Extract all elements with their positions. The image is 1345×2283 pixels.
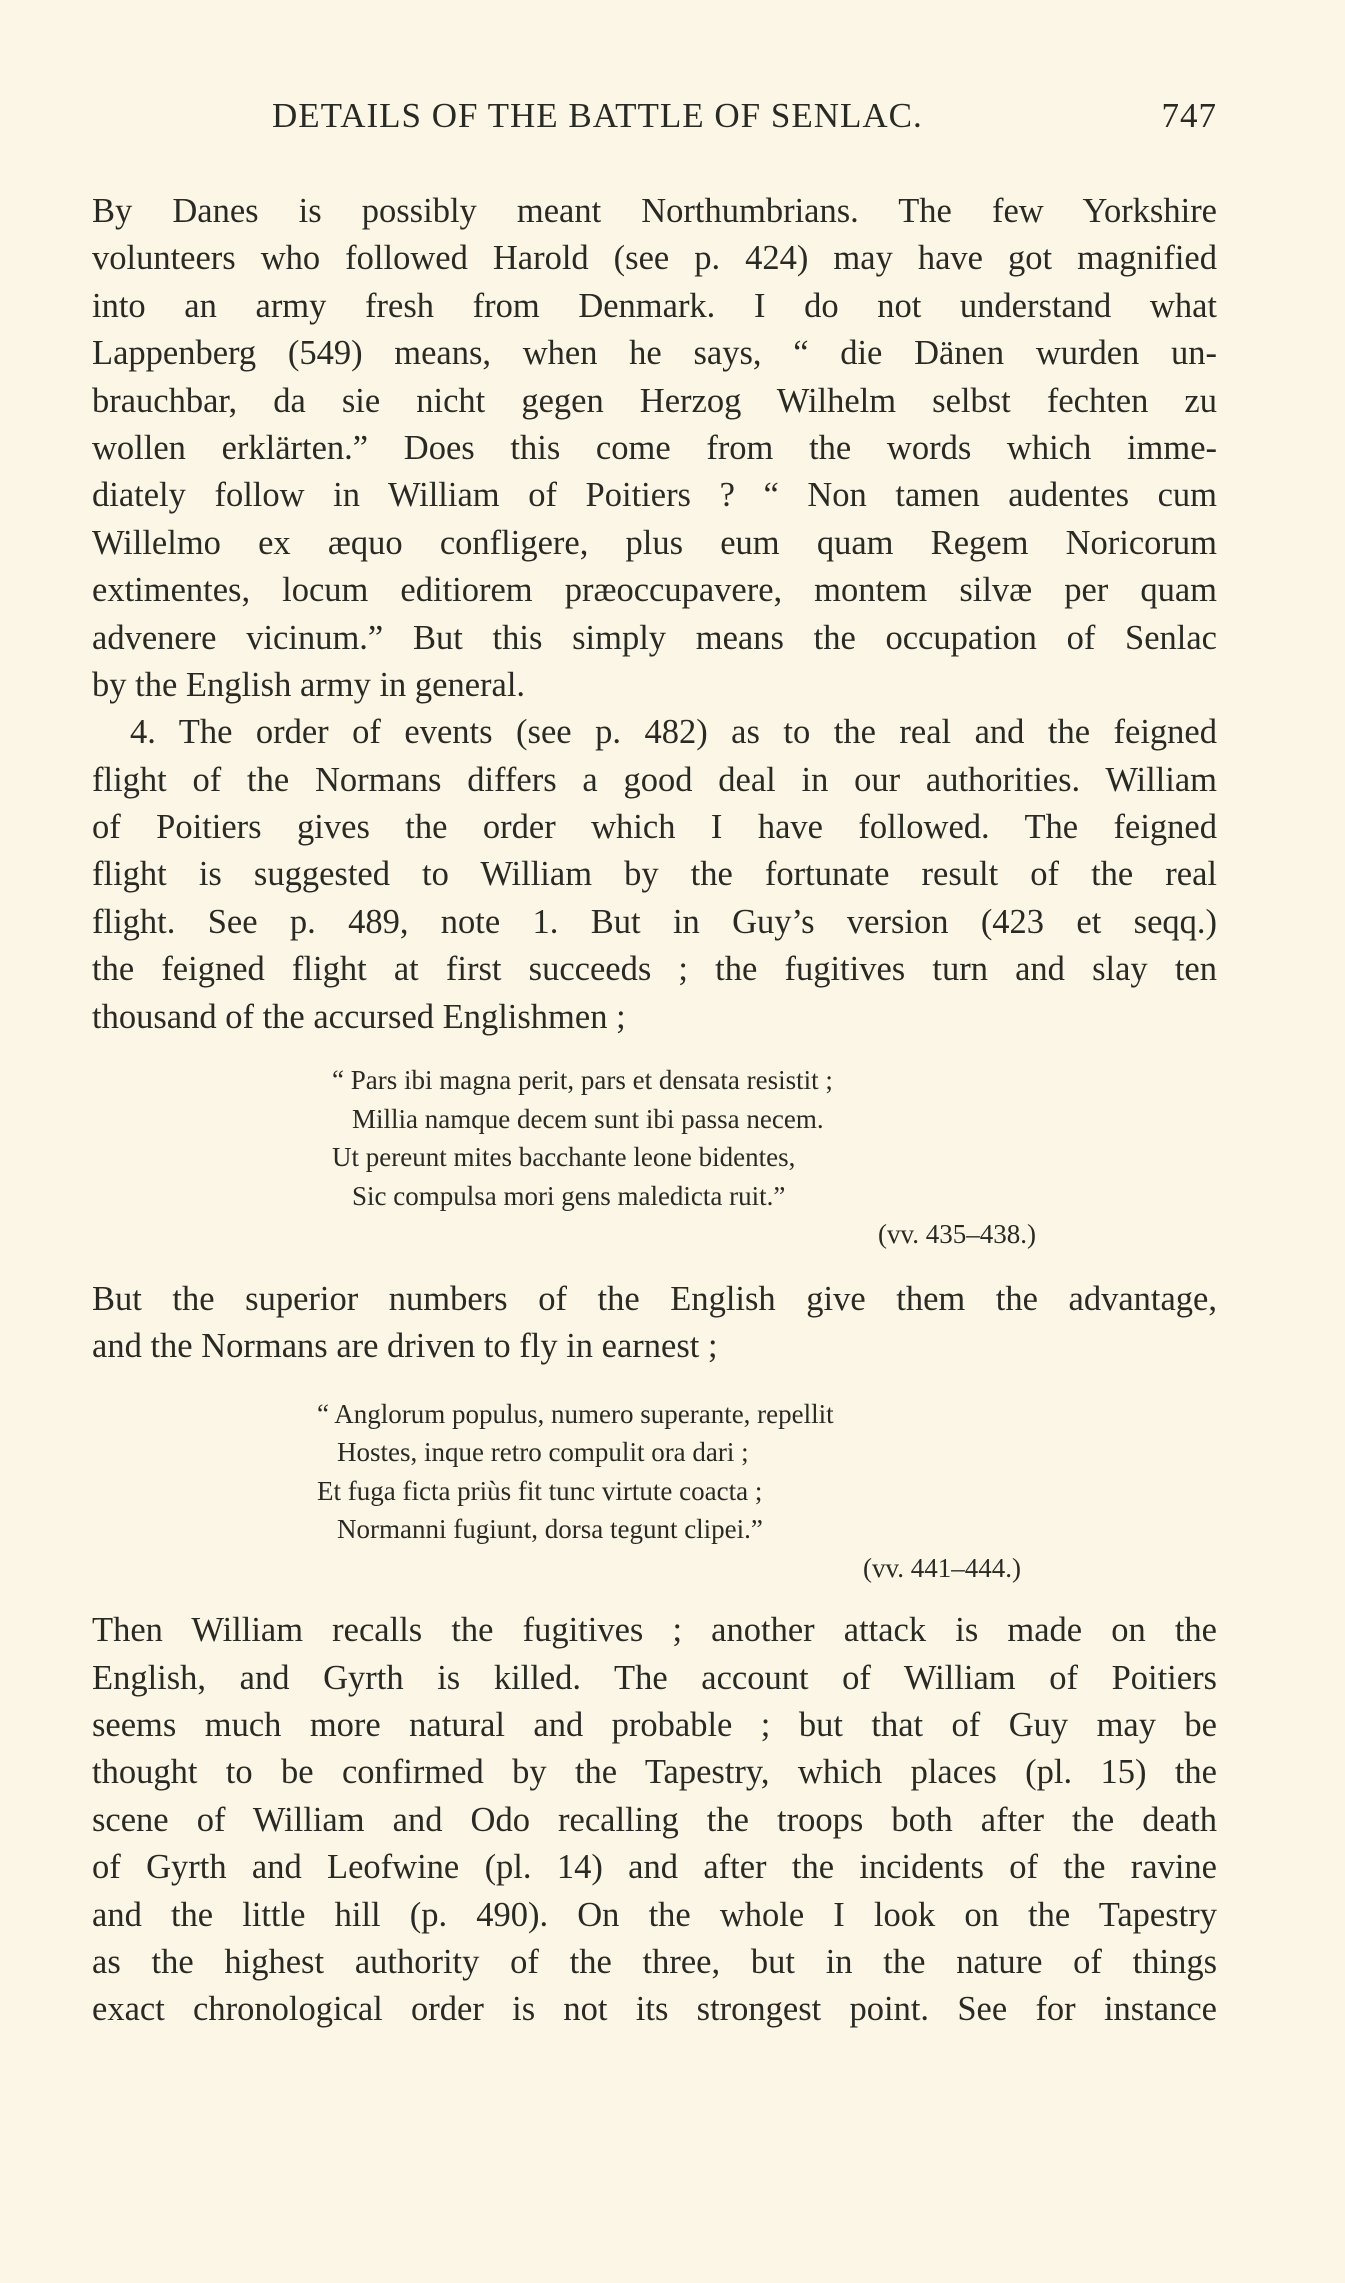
verse-line: Hostes, inque retro compulit ora dari ; [337,1437,749,1468]
verse-reference: (vv. 441–444.) [863,1552,1021,1583]
text-line: thousand of the accursed Englishmen ; [92,997,626,1036]
text-line: seems much more natural and probable ; but that of Guy may be [92,1706,1217,1744]
running-title: DETAILS OF THE BATTLE OF SENLAC. [272,96,923,135]
verse-line: Sic compulsa mori gens maledicta ruit.” [352,1180,786,1211]
text-line: Then William recalls the fugitives ; another attack is made on the [92,1611,1217,1650]
text-line: and the Normans are driven to fly in earnest ; [92,1327,718,1366]
text-line: and the little hill (p. 490). On the whole I look on the Tapestry [92,1895,1217,1934]
text-line: volunteers who followed Harold (see p. 424) may have got magnified [92,239,1217,278]
text-line: brauchbar, da sie nicht gegen Herzog Wilhelm selbst fechten zu [92,381,1217,420]
page-number: 747 [1161,96,1217,135]
text-line: the feigned flight at first succeeds ; the fugitives turn and slay ten [92,950,1217,989]
text-line: diately follow in William of Poitiers ? “ Non tamen audentes cum [92,476,1217,515]
verse-quotation-2 [317,1395,1037,1588]
verse-reference: (vv. 435–438.) [878,1219,1036,1250]
text-line: exact chronological order is not its strongest point. See for instance [92,1990,1217,2029]
text-line: as the highest authority of the three, but in the nature of things [92,1942,1217,1981]
text-line: of Gyrth and Leofwine (pl. 14) and after the incidents of the ravine [92,1848,1217,1887]
text-line: 4. The order of events (see p. 482) as to the real and the feigned [130,713,1217,752]
running-header [92,96,1217,140]
text-line: into an army fresh from Denmark. I do not understand what [92,286,1217,325]
text-line: By Danes is possibly meant Northumbrians. The few Yorkshire [92,192,1217,230]
verse-line: “ Anglorum populus, numero superante, repellit [317,1398,834,1429]
verse-line: “ Pars ibi magna perit, pars et densata resistit ; [332,1065,833,1096]
text-line: thought to be confirmed by the Tapestry, which places (pl. 15) the [92,1753,1217,1792]
text-line: flight of the Normans differs a good deal in our authorities. William [92,760,1217,799]
text-line: extimentes, locum editiorem præoccupavere, montem silvæ per quam [92,571,1217,610]
paragraph-2 [92,709,1217,1041]
text-line: English, and Gyrth is killed. The account of William of Poitiers [92,1658,1217,1697]
text-line: flight is suggested to William by the fortunate result of the real [92,855,1217,894]
text-line: Willelmo ex æquo confligere, plus eum quam Regem Noricorum [92,523,1217,562]
text-line: by the English army in general. [92,665,526,704]
text-line: flight. See p. 489, note 1. But in Guy’s version (423 et seqq.) [92,902,1217,941]
verse-line: Normanni fugiunt, dorsa tegunt clipei.” [337,1514,763,1545]
text-line: scene of William and Odo recalling the troops both after the death [92,1800,1217,1839]
page-body [92,188,1217,2034]
verse-line: Ut pereunt mites bacchante leone bidentes, [332,1142,796,1173]
text-line: Lappenberg (549) means, when he says, “ die Dänen wurden un- [92,334,1217,373]
paragraph-4 [92,1607,1217,2034]
text-line: But the superior numbers of the English give them the advantage, [92,1279,1217,1318]
text-line: wollen erklärten.” Does this come from the words which imme- [92,428,1217,467]
verse-quotation-1 [332,1061,1052,1254]
verse-line: Et fuga ficta priùs fit tunc virtute coacta ; [317,1475,763,1506]
text-line: of Poitiers gives the order which I have followed. The feigned [92,808,1217,847]
paragraph-1 [92,188,1217,709]
paragraph-3 [92,1276,1217,1371]
text-line: advenere vicinum.” But this simply means the occupation of Senlac [92,618,1217,657]
verse-line: Millia namque decem sunt ibi passa necem. [352,1103,824,1134]
